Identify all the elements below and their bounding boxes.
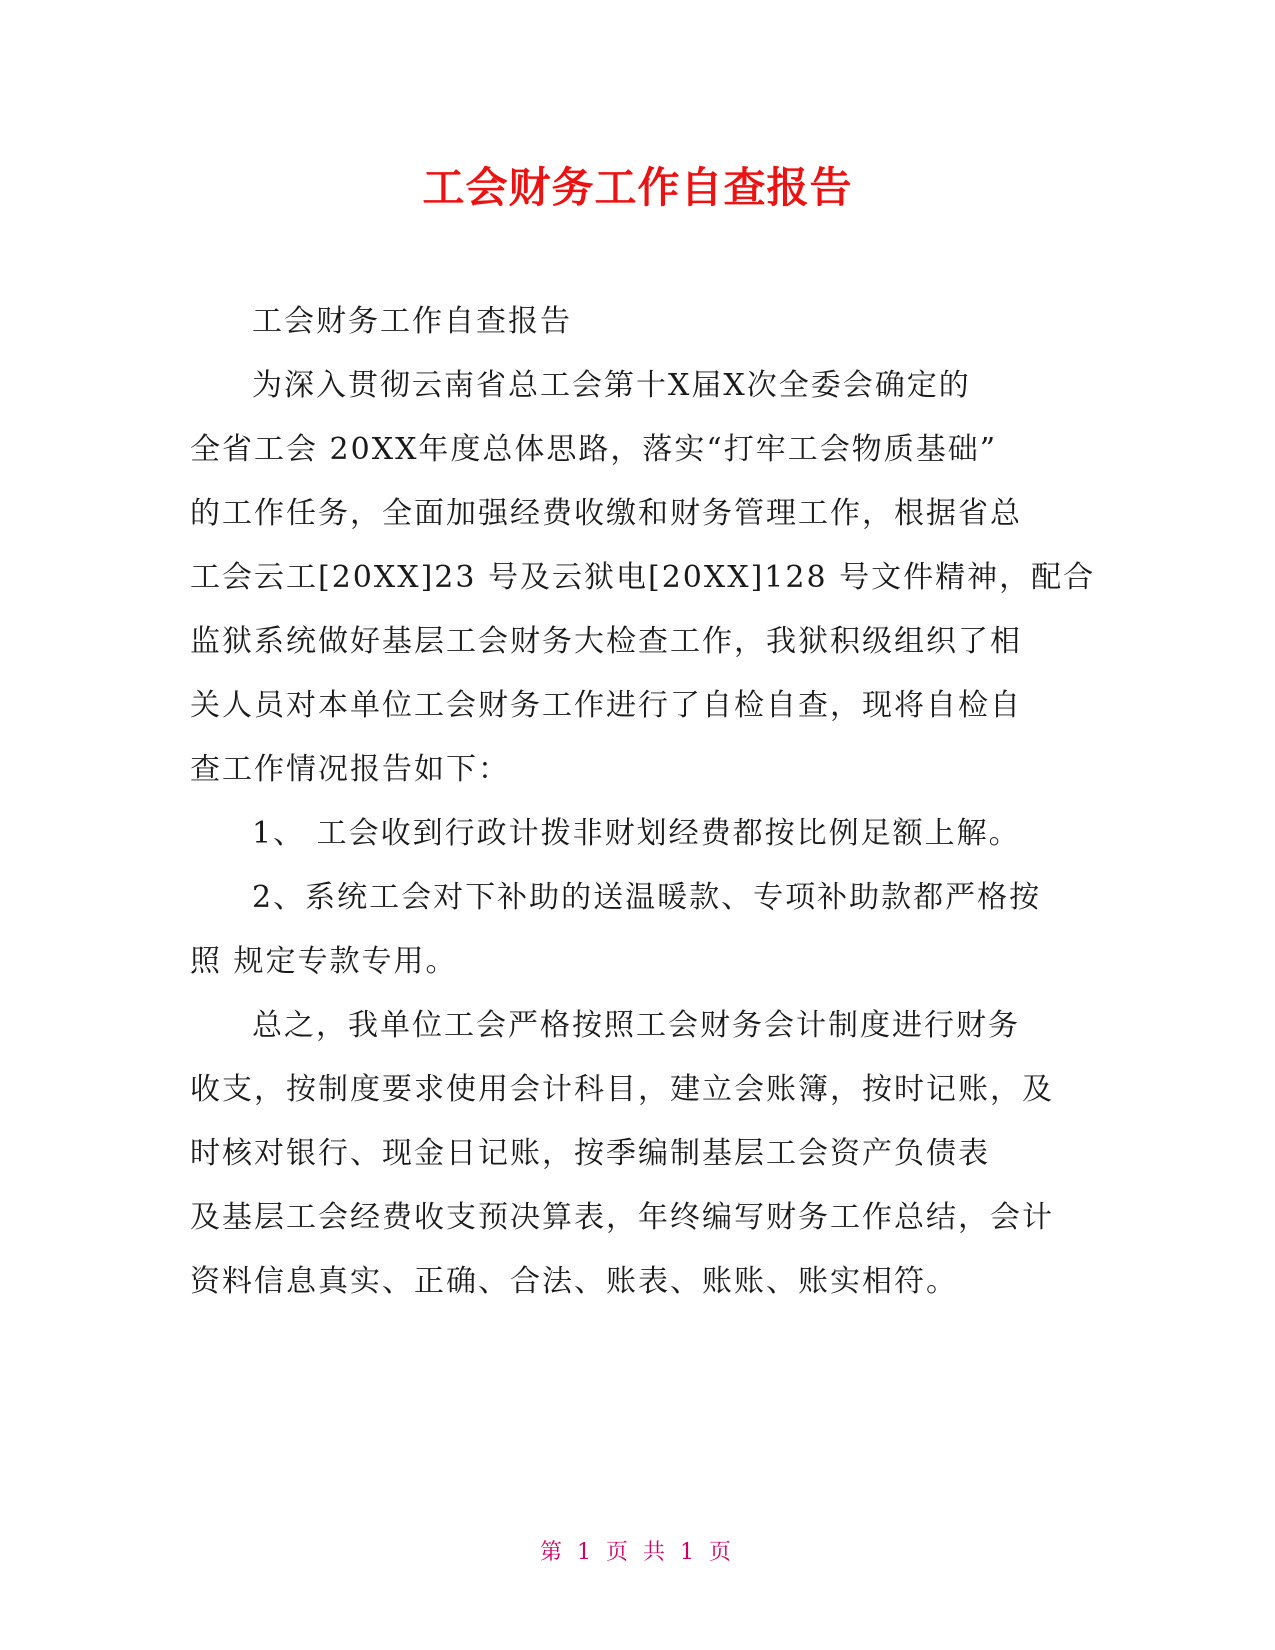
- document-body: [190, 290, 1096, 1314]
- body-line: 照 规定专款专用。: [190, 944, 458, 979]
- body-line: 为深入贯彻云南省总工会第十X届X次全委会确定的: [252, 368, 971, 403]
- body-line: 资料信息真实、正确、合法、账表、账账、账实相符。: [190, 1264, 958, 1299]
- body-line: 2、系统工会对下补助的送温暖款、专项补助款都严格按: [252, 880, 1042, 915]
- body-line: 的工作任务，全面加强经费收缴和财务管理工作，根据省总: [190, 496, 1022, 531]
- body-line: 工会云工[20XX]23 号及云狱电[20XX]128 号文件精神，配合: [190, 560, 1096, 595]
- body-line: 时核对银行、现金日记账，按季编制基层工会资产负债表: [190, 1136, 990, 1171]
- document-title: 工会财务工作自查报告: [422, 163, 853, 212]
- body-line: 查工作情况报告如下：: [190, 752, 510, 787]
- body-line: 全省工会 20XX年度总体思路，落实“打牢工会物质基础”: [190, 432, 998, 467]
- body-line: 工会财务工作自查报告: [252, 304, 572, 339]
- body-line: 总之，我单位工会严格按照工会财务会计制度进行财务: [252, 1008, 1020, 1043]
- body-line: 关人员对本单位工会财务工作进行了自检自查，现将自检自: [190, 688, 1022, 723]
- body-line: 及基层工会经费收支预决算表，年终编写财务工作总结，会计: [190, 1200, 1054, 1235]
- page-number-footer: 第 1 页 共 1 页: [540, 1540, 735, 1565]
- body-line: 1、 工会收到行政计拨非财划经费都按比例足额上解。: [252, 816, 1021, 851]
- body-line: 收支，按制度要求使用会计科目，建立会账簿，按时记账，及: [190, 1072, 1054, 1107]
- body-line: 监狱系统做好基层工会财务大检查工作，我狱积级组织了相: [190, 624, 1022, 659]
